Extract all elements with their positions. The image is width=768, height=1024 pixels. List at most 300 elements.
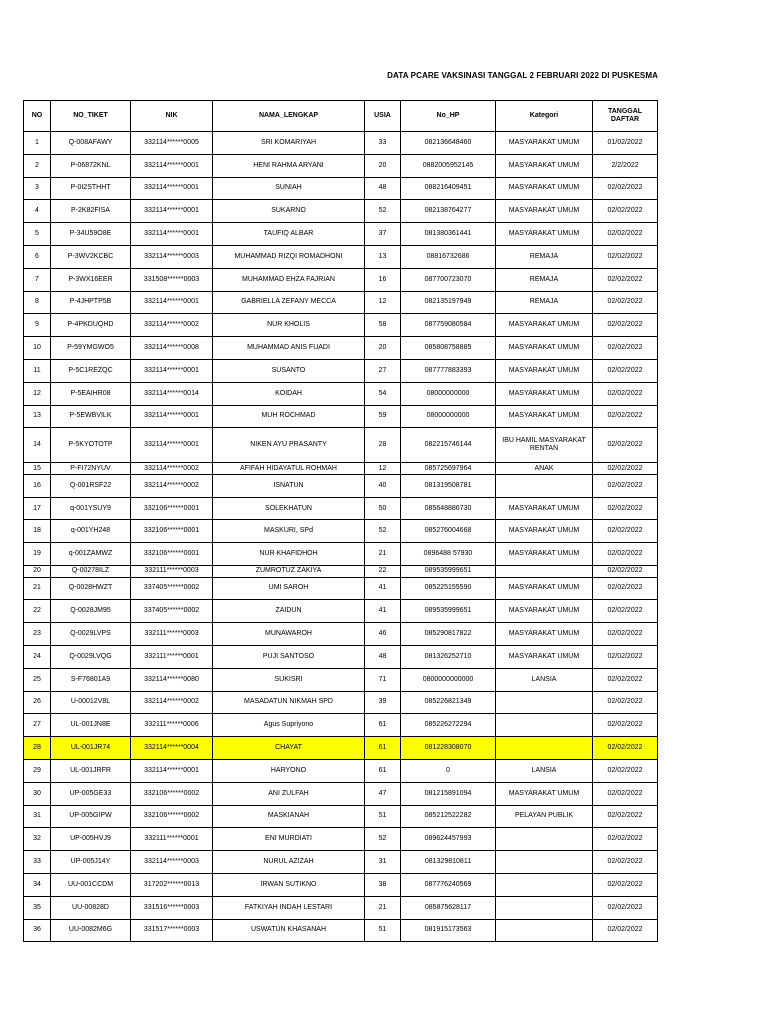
cell-nama: HARYONO <box>213 759 365 782</box>
cell-no-tiket: UL-001JN8E <box>51 714 131 737</box>
cell-tanggal: 02/02/2022 <box>593 851 658 874</box>
cell-nama: CHAYAT <box>213 737 365 760</box>
cell-no: 15 <box>24 463 51 475</box>
cell-no-hp: 085226821349 <box>401 691 496 714</box>
cell-no-hp: 0800000000000 <box>401 668 496 691</box>
cell-no: 9 <box>24 314 51 337</box>
cell-kategori: MASYARAKAT UMUM <box>496 645 593 668</box>
cell-no: 12 <box>24 382 51 405</box>
cell-nik: 332114******0001 <box>131 759 213 782</box>
cell-nik: 337405******0002 <box>131 577 213 600</box>
cell-nik: 332114******0014 <box>131 382 213 405</box>
cell-nama: ZUMROTUZ ZAKIYA <box>213 566 365 578</box>
cell-tanggal: 02/02/2022 <box>593 314 658 337</box>
cell-no: 3 <box>24 177 51 200</box>
cell-usia: 22 <box>365 566 401 578</box>
cell-kategori: MASYARAKAT UMUM <box>496 314 593 337</box>
table-row <box>24 566 658 578</box>
cell-nik: 332114******0001 <box>131 405 213 428</box>
table-row <box>24 132 658 155</box>
cell-tanggal: 02/02/2022 <box>593 600 658 623</box>
cell-tanggal: 02/02/2022 <box>593 828 658 851</box>
cell-nik: 332114******0002 <box>131 463 213 475</box>
cell-no-tiket: Q-0029LVPS <box>51 623 131 646</box>
cell-kategori <box>496 896 593 919</box>
cell-nik: 332114******0003 <box>131 851 213 874</box>
cell-tanggal: 02/02/2022 <box>593 919 658 942</box>
cell-tanggal: 02/02/2022 <box>593 474 658 497</box>
cell-kategori: MASYARAKAT UMUM <box>496 577 593 600</box>
cell-no: 13 <box>24 405 51 428</box>
cell-nik: 332111******0001 <box>131 828 213 851</box>
cell-usia: 61 <box>365 737 401 760</box>
cell-nik: 331508******0003 <box>131 268 213 291</box>
cell-nik: 332114******0080 <box>131 668 213 691</box>
cell-no-hp: 085226272294 <box>401 714 496 737</box>
cell-kategori: MASYARAKAT UMUM <box>496 543 593 566</box>
cell-tanggal: 02/02/2022 <box>593 543 658 566</box>
cell-nik: 332114******0002 <box>131 314 213 337</box>
table-row <box>24 805 658 828</box>
cell-kategori <box>496 919 593 942</box>
cell-nik: 332114******0001 <box>131 359 213 382</box>
cell-no-hp: 087776240569 <box>401 873 496 896</box>
cell-no-hp: 081215891094 <box>401 782 496 805</box>
cell-no: 14 <box>24 428 51 463</box>
cell-tanggal: 02/02/2022 <box>593 668 658 691</box>
cell-no-tiket: Q-0028JM95 <box>51 600 131 623</box>
cell-no-tiket: Q-0029LVQG <box>51 645 131 668</box>
cell-tanggal: 02/02/2022 <box>593 759 658 782</box>
table-row <box>24 600 658 623</box>
table-row <box>24 223 658 246</box>
cell-tanggal: 02/02/2022 <box>593 896 658 919</box>
cell-no: 35 <box>24 896 51 919</box>
cell-usia: 16 <box>365 268 401 291</box>
cell-nama: NUR KHAFIDHOH <box>213 543 365 566</box>
table-row <box>24 428 658 463</box>
cell-tanggal: 2/2/2022 <box>593 154 658 177</box>
cell-kategori: REMAJA <box>496 245 593 268</box>
cell-no-hp: 081915173563 <box>401 919 496 942</box>
cell-nik: 332106******0002 <box>131 805 213 828</box>
header-no-tiket: NO_TIKET <box>51 101 131 132</box>
cell-no: 19 <box>24 543 51 566</box>
cell-no-tiket: U-00012V8L <box>51 691 131 714</box>
cell-nama: MUNAWAROH <box>213 623 365 646</box>
cell-no-tiket: P-5EWBVILK <box>51 405 131 428</box>
cell-no: 21 <box>24 577 51 600</box>
cell-tanggal: 02/02/2022 <box>593 337 658 360</box>
cell-no-tiket: UP-005J14Y <box>51 851 131 874</box>
cell-usia: 41 <box>365 600 401 623</box>
header-no-hp: No_HP <box>401 101 496 132</box>
cell-no-hp: 082215746144 <box>401 428 496 463</box>
cell-nik: 332106******0002 <box>131 782 213 805</box>
table-row <box>24 782 658 805</box>
cell-no-hp: 085225155590 <box>401 577 496 600</box>
cell-no-hp: 08816732686 <box>401 245 496 268</box>
cell-kategori <box>496 873 593 896</box>
cell-no-tiket: P-3WX16EER <box>51 268 131 291</box>
cell-tanggal: 01/02/2022 <box>593 132 658 155</box>
cell-tanggal: 02/02/2022 <box>593 645 658 668</box>
cell-no: 31 <box>24 805 51 828</box>
cell-nama: AFIFAH HIDAYATUL ROHMAH <box>213 463 365 475</box>
cell-no-tiket: P-5C1REZQC <box>51 359 131 382</box>
cell-nik: 331517******0003 <box>131 919 213 942</box>
cell-no: 24 <box>24 645 51 668</box>
cell-kategori: IBU HAMIL MASYARAKAT RENTAN <box>496 428 593 463</box>
cell-no-tiket: P-2K82FISA <box>51 200 131 223</box>
cell-kategori: MASYARAKAT UMUM <box>496 177 593 200</box>
cell-no-tiket: UP-005HVJ9 <box>51 828 131 851</box>
cell-nama: SRI KOMARIYAH <box>213 132 365 155</box>
cell-usia: 50 <box>365 497 401 520</box>
table-row <box>24 577 658 600</box>
cell-no-tiket: q-001YSUY9 <box>51 497 131 520</box>
cell-no-hp: 0882005952145 <box>401 154 496 177</box>
cell-nik: 332114******0001 <box>131 154 213 177</box>
cell-usia: 46 <box>365 623 401 646</box>
cell-no-hp: 081319508781 <box>401 474 496 497</box>
cell-no-tiket: UL-001JRFR <box>51 759 131 782</box>
cell-nik: 332111******0003 <box>131 623 213 646</box>
cell-kategori <box>496 566 593 578</box>
table-row <box>24 828 658 851</box>
cell-no-hp: 088216409451 <box>401 177 496 200</box>
cell-nama: USWATUN KHASANAH <box>213 919 365 942</box>
cell-nik: 332106******0001 <box>131 543 213 566</box>
cell-nik: 332114******0001 <box>131 291 213 314</box>
table-row <box>24 759 658 782</box>
cell-no-tiket: P-0I2STHHT <box>51 177 131 200</box>
cell-nama: Agus Supriyono <box>213 714 365 737</box>
cell-no: 1 <box>24 132 51 155</box>
cell-nama: MASKIANAH <box>213 805 365 828</box>
cell-usia: 40 <box>365 474 401 497</box>
cell-kategori: MASYARAKAT UMUM <box>496 520 593 543</box>
cell-no: 33 <box>24 851 51 874</box>
cell-nama: FATKIYAH INDAH LESTARI <box>213 896 365 919</box>
cell-no-tiket: UU-00828D <box>51 896 131 919</box>
cell-nama: KOIDAH <box>213 382 365 405</box>
cell-no-tiket: P-4PKDUQHD <box>51 314 131 337</box>
cell-kategori: ANAK <box>496 463 593 475</box>
cell-usia: 13 <box>365 245 401 268</box>
table-row <box>24 154 658 177</box>
cell-no-tiket: Q-0028HWZT <box>51 577 131 600</box>
cell-nik: 337405******0002 <box>131 600 213 623</box>
table-row <box>24 405 658 428</box>
cell-nama: NIKEN AYU PRASANTY <box>213 428 365 463</box>
header-no: NO <box>24 101 51 132</box>
cell-no: 7 <box>24 268 51 291</box>
cell-kategori <box>496 851 593 874</box>
header-tanggal-daftar: TANGGAL DAFTAR <box>593 101 658 132</box>
cell-usia: 20 <box>365 154 401 177</box>
table-row <box>24 520 658 543</box>
cell-tanggal: 02/02/2022 <box>593 873 658 896</box>
cell-nik: 332114******0001 <box>131 200 213 223</box>
cell-usia: 61 <box>365 714 401 737</box>
cell-no-tiket: UU-001CCDM <box>51 873 131 896</box>
cell-no: 34 <box>24 873 51 896</box>
cell-nama: MUH ROCHMAD <box>213 405 365 428</box>
cell-no-tiket: UP-005GIPW <box>51 805 131 828</box>
cell-usia: 71 <box>365 668 401 691</box>
cell-nama: MUHAMMAD ANIS FUADI <box>213 337 365 360</box>
cell-tanggal: 02/02/2022 <box>593 623 658 646</box>
cell-kategori: LANSIA <box>496 668 593 691</box>
table-row <box>24 200 658 223</box>
cell-nama: HENI RAHMA ARYANI <box>213 154 365 177</box>
cell-usia: 20 <box>365 337 401 360</box>
cell-nama: ANI ZULFAH <box>213 782 365 805</box>
table-row <box>24 645 658 668</box>
cell-no-hp: 087700723070 <box>401 268 496 291</box>
cell-no-hp: 085212522282 <box>401 805 496 828</box>
cell-no: 23 <box>24 623 51 646</box>
cell-no-hp: 087777883393 <box>401 359 496 382</box>
cell-no: 20 <box>24 566 51 578</box>
cell-kategori <box>496 474 593 497</box>
cell-no: 29 <box>24 759 51 782</box>
header-kategori: Kategori <box>496 101 593 132</box>
cell-tanggal: 02/02/2022 <box>593 382 658 405</box>
cell-usia: 28 <box>365 428 401 463</box>
cell-tanggal: 02/02/2022 <box>593 245 658 268</box>
cell-no-hp: 085276004668 <box>401 520 496 543</box>
table-row <box>24 268 658 291</box>
cell-kategori: REMAJA <box>496 268 593 291</box>
cell-nik: 332114******0008 <box>131 337 213 360</box>
cell-nama: ISNATUN <box>213 474 365 497</box>
cell-no-hp: 081380361441 <box>401 223 496 246</box>
cell-no-hp: 08000000000 <box>401 405 496 428</box>
cell-nama: SUKISRI <box>213 668 365 691</box>
cell-nama: NURUL AZIZAH <box>213 851 365 874</box>
table-row <box>24 668 658 691</box>
cell-no-tiket: q-001ZAMWZ <box>51 543 131 566</box>
header-nik: NIK <box>131 101 213 132</box>
cell-kategori: MASYARAKAT UMUM <box>496 132 593 155</box>
cell-tanggal: 02/02/2022 <box>593 463 658 475</box>
cell-usia: 33 <box>365 132 401 155</box>
cell-no-hp: 0896488 57930 <box>401 543 496 566</box>
cell-no-tiket: UL-001JR74 <box>51 737 131 760</box>
cell-no-hp: 089535999651 <box>401 566 496 578</box>
cell-nama: MASKURI, SPd <box>213 520 365 543</box>
cell-nik: 332111******0006 <box>131 714 213 737</box>
cell-tanggal: 02/02/2022 <box>593 714 658 737</box>
cell-kategori: MASYARAKAT UMUM <box>496 405 593 428</box>
cell-nama: TAUFIQ ALBAR <box>213 223 365 246</box>
vaccination-table <box>23 100 658 942</box>
cell-no: 30 <box>24 782 51 805</box>
cell-tanggal: 02/02/2022 <box>593 737 658 760</box>
table-row <box>24 245 658 268</box>
cell-tanggal: 02/02/2022 <box>593 291 658 314</box>
table-row <box>24 474 658 497</box>
cell-nama: SUSANTO <box>213 359 365 382</box>
cell-kategori <box>496 691 593 714</box>
cell-tanggal: 02/02/2022 <box>593 566 658 578</box>
cell-usia: 52 <box>365 520 401 543</box>
cell-usia: 12 <box>365 291 401 314</box>
cell-no-tiket: P-5EAIHR08 <box>51 382 131 405</box>
cell-no: 10 <box>24 337 51 360</box>
cell-no: 17 <box>24 497 51 520</box>
cell-kategori: LANSIA <box>496 759 593 782</box>
table-row <box>24 919 658 942</box>
cell-usia: 58 <box>365 314 401 337</box>
cell-usia: 38 <box>365 873 401 896</box>
cell-kategori: MASYARAKAT UMUM <box>496 154 593 177</box>
cell-no: 2 <box>24 154 51 177</box>
cell-no-hp: 085648886730 <box>401 497 496 520</box>
cell-usia: 61 <box>365 759 401 782</box>
cell-no: 5 <box>24 223 51 246</box>
cell-usia: 59 <box>365 405 401 428</box>
cell-no-tiket: P-06872KNL <box>51 154 131 177</box>
cell-no-tiket: Q-008AFAWY <box>51 132 131 155</box>
cell-no-tiket: P-34U59O8E <box>51 223 131 246</box>
cell-no-hp: 085808758885 <box>401 337 496 360</box>
cell-usia: 31 <box>365 851 401 874</box>
cell-no-tiket: P-5KYOTOTP <box>51 428 131 463</box>
cell-nama: SOLEKHATUN <box>213 497 365 520</box>
cell-nama: PUJI SANTOSO <box>213 645 365 668</box>
table-row <box>24 896 658 919</box>
cell-no-tiket: q-001YH248 <box>51 520 131 543</box>
table-row <box>24 382 658 405</box>
cell-no-tiket: P-4JHPTP5B <box>51 291 131 314</box>
table-row <box>24 497 658 520</box>
cell-usia: 41 <box>365 577 401 600</box>
cell-tanggal: 02/02/2022 <box>593 223 658 246</box>
cell-nama: IRWAN SUTIKNO <box>213 873 365 896</box>
cell-no: 8 <box>24 291 51 314</box>
cell-no-tiket: UP-005GE33 <box>51 782 131 805</box>
cell-nik: 331516******0003 <box>131 896 213 919</box>
cell-nik: 332114******0001 <box>131 223 213 246</box>
cell-no-tiket: P-FI72NYUV <box>51 463 131 475</box>
cell-usia: 51 <box>365 805 401 828</box>
cell-no-tiket: Q-00278ILZ <box>51 566 131 578</box>
table-row <box>24 463 658 475</box>
header-usia: USIA <box>365 101 401 132</box>
cell-nik: 317202******0013 <box>131 873 213 896</box>
cell-nama: MASADATUN NIKMAH SPD <box>213 691 365 714</box>
table-row <box>24 177 658 200</box>
cell-tanggal: 02/02/2022 <box>593 805 658 828</box>
cell-nik: 332114******0001 <box>131 428 213 463</box>
cell-no-tiket: P-3WV2KCBC <box>51 245 131 268</box>
cell-usia: 47 <box>365 782 401 805</box>
cell-no: 11 <box>24 359 51 382</box>
cell-no-tiket: Q-001RSF22 <box>51 474 131 497</box>
table-row <box>24 851 658 874</box>
cell-no-hp: 089535999651 <box>401 600 496 623</box>
cell-no: 22 <box>24 600 51 623</box>
cell-nik: 332114******0005 <box>131 132 213 155</box>
cell-nama: ENI MURDIATI <box>213 828 365 851</box>
cell-no: 32 <box>24 828 51 851</box>
cell-no-hp: 087759080584 <box>401 314 496 337</box>
cell-no-tiket: UU-0082M6G <box>51 919 131 942</box>
cell-kategori: MASYARAKAT UMUM <box>496 782 593 805</box>
cell-nama: NUR KHOLIS <box>213 314 365 337</box>
cell-usia: 52 <box>365 828 401 851</box>
cell-nama: MUHAMMAD EHZA FAJRIAN <box>213 268 365 291</box>
cell-no-hp: 082135197949 <box>401 291 496 314</box>
cell-no: 36 <box>24 919 51 942</box>
cell-tanggal: 02/02/2022 <box>593 268 658 291</box>
table-row <box>24 314 658 337</box>
cell-nik: 332106******0001 <box>131 520 213 543</box>
cell-no: 18 <box>24 520 51 543</box>
cell-nik: 332111******0001 <box>131 645 213 668</box>
cell-tanggal: 02/02/2022 <box>593 782 658 805</box>
cell-no: 26 <box>24 691 51 714</box>
cell-no-hp: 085725697964 <box>401 463 496 475</box>
cell-no-hp: 081329810811 <box>401 851 496 874</box>
cell-usia: 12 <box>365 463 401 475</box>
cell-no-hp: 08000000000 <box>401 382 496 405</box>
cell-nik: 332114******0004 <box>131 737 213 760</box>
cell-nama: UMI SAROH <box>213 577 365 600</box>
cell-no-hp: 085875628117 <box>401 896 496 919</box>
cell-tanggal: 02/02/2022 <box>593 691 658 714</box>
table-row <box>24 873 658 896</box>
cell-kategori <box>496 737 593 760</box>
cell-nik: 332111******0003 <box>131 566 213 578</box>
table-row <box>24 623 658 646</box>
cell-nik: 332114******0002 <box>131 474 213 497</box>
cell-kategori <box>496 828 593 851</box>
cell-usia: 27 <box>365 359 401 382</box>
cell-nik: 332114******0002 <box>131 691 213 714</box>
cell-no-hp: 081228308070 <box>401 737 496 760</box>
cell-no-hp: 0 <box>401 759 496 782</box>
cell-tanggal: 02/02/2022 <box>593 200 658 223</box>
cell-no: 6 <box>24 245 51 268</box>
cell-nik: 332114******0001 <box>131 177 213 200</box>
cell-nama: GABRIELLA ZEFANY MECCA <box>213 291 365 314</box>
table-row <box>24 337 658 360</box>
cell-kategori <box>496 714 593 737</box>
cell-usia: 21 <box>365 543 401 566</box>
cell-usia: 37 <box>365 223 401 246</box>
table-row <box>24 691 658 714</box>
cell-kategori: MASYARAKAT UMUM <box>496 359 593 382</box>
cell-kategori: MASYARAKAT UMUM <box>496 200 593 223</box>
cell-tanggal: 02/02/2022 <box>593 428 658 463</box>
cell-nama: SUKARNO <box>213 200 365 223</box>
cell-usia: 51 <box>365 919 401 942</box>
cell-nik: 332114******0003 <box>131 245 213 268</box>
cell-no: 4 <box>24 200 51 223</box>
cell-usia: 48 <box>365 645 401 668</box>
table-header-row <box>24 101 658 132</box>
cell-no-tiket: S-F76801A9 <box>51 668 131 691</box>
cell-kategori: MASYARAKAT UMUM <box>496 623 593 646</box>
cell-tanggal: 02/02/2022 <box>593 577 658 600</box>
cell-no-hp: 081326252710 <box>401 645 496 668</box>
cell-no: 16 <box>24 474 51 497</box>
cell-kategori: MASYARAKAT UMUM <box>496 382 593 405</box>
